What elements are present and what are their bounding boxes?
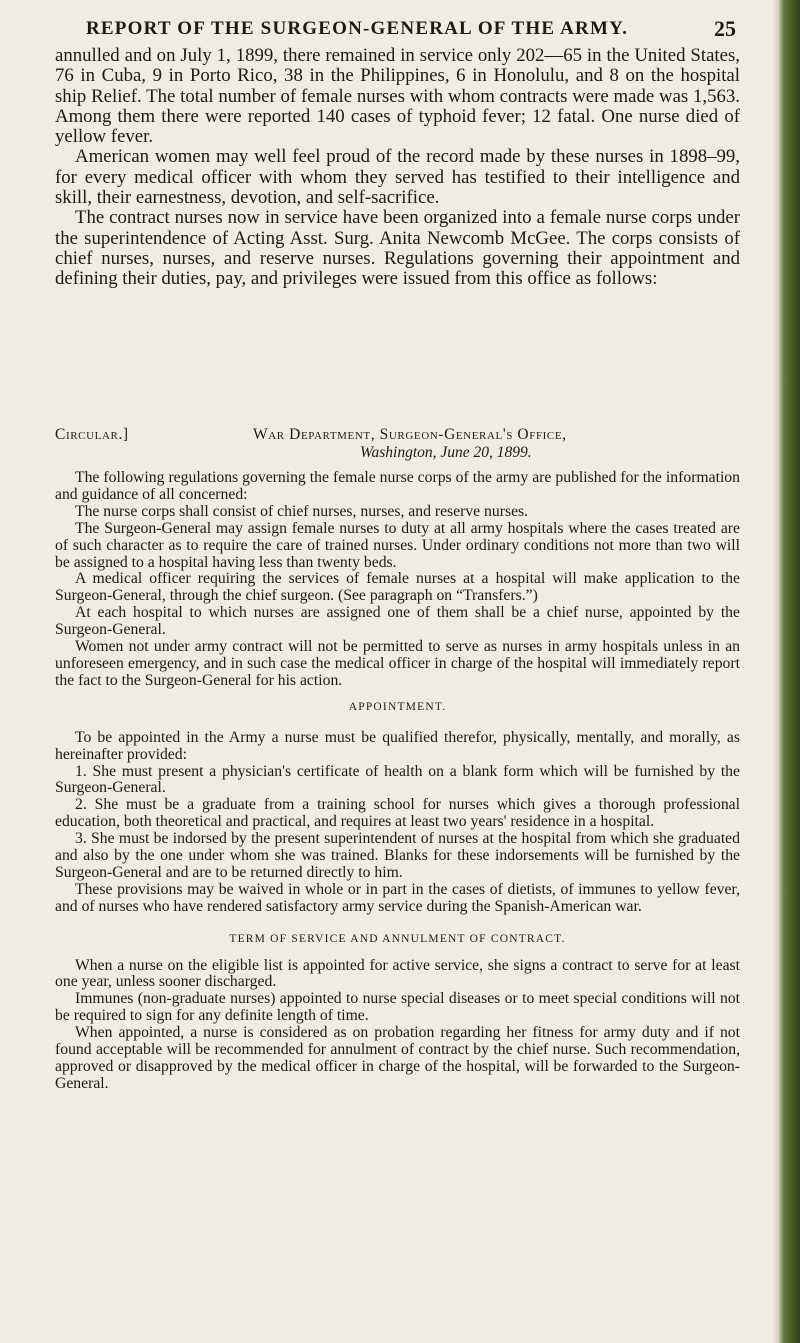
appointment-heading: APPOINTMENT. bbox=[348, 700, 447, 713]
running-title: REPORT OF THE SURGEON-GENERAL OF THE ARMY. bbox=[86, 18, 629, 39]
circular-office: War Department, Surgeon-General's Office, bbox=[253, 426, 567, 443]
appointment-paragraph: 1. She must present a physician's certificate of health on a blank form which will be furnished by the Surgeon-General. bbox=[55, 762, 740, 797]
term-paragraph: When a nurse on the eligible list is appointed for active service, she signs a contract to serve for at least one year, unless sooner discharged. bbox=[55, 956, 740, 991]
term-paragraph: Immunes (non-graduate nurses) appointed to nurse special diseases or to meet special conditions will not be required to sign for any definite length of time. bbox=[55, 990, 740, 1025]
appointment-paragraph: 3. She must be indorsed by the present superintendent of nurses at the hospital from which she graduated and also by the one under whom she was trained. Blanks for these indorsements will be furnished by the Surgeon-General and are to be returned directly to him. bbox=[55, 830, 740, 881]
circular-paragraph: The Surgeon-General may assign female nurses to duty at all army hospitals where the cases treated are of such character as to require the care of trained nurses. Under ordinary conditions not more than two will be assigned to a hospital having less than twenty beds. bbox=[55, 519, 740, 571]
intro-paragraph: annulled and on July 1, 1899, there remained in service only 202—65 in the United States, 76 in Cuba, 9 in Porto Rico, 38 in the Philippines, 6 in Honolulu, and 8 on the hospital ship Relief. The total number of female nurses with whom contracts were made was 1,563. Among them there were reported 140 cases of typhoid fever; 12 fatal. One nurse died of yellow fever. bbox=[55, 45, 740, 148]
circular-paragraph: The following regulations governing the female nurse corps of the army are published for the information and guidance of all concerned: bbox=[55, 469, 740, 503]
appointment-paragraph: 2. She must be a graduate from a training school for nurses which gives a thorough professional education, both theoretical and practical, and requires at least two years' residence in a hospital. bbox=[55, 796, 740, 831]
appointment-paragraph: These provisions may be waived in whole or in part in the cases of dietists, of immunes to yellow fever, and of nurses who have rendered satisfactory army service during the Spanish-American war. bbox=[55, 880, 740, 915]
term-heading: TERM OF SERVICE AND ANNULMENT OF CONTRACT. bbox=[229, 932, 566, 945]
page-number: 25 bbox=[714, 16, 736, 41]
book-edge bbox=[778, 0, 800, 1343]
circular-text bbox=[55, 470, 740, 1093]
intro-paragraph: The contract nurses now in service have been organized into a female nurse corps under the superintendence of Acting Asst. Surg. Anita Newcomb McGee. The corps consists of chief nurses, nurses, and reserve nurses. Regulations governing their appointment and defining their duties, pay, and privileges were issued from this office as follows: bbox=[55, 207, 740, 290]
appointment-paragraph: To be appointed in the Army a nurse must be qualified therefor, physically, mentally, and morally, as hereinafter provided: bbox=[55, 728, 740, 763]
circular-place-date: Washington, June 20, 1899. bbox=[360, 444, 532, 461]
circular-paragraph: A medical officer requiring the services of female nurses at a hospital will make application to the Surgeon-General, through the chief surgeon. (See paragraph on “Transfers.”) bbox=[55, 570, 740, 605]
circular-label: Circular.] bbox=[55, 426, 129, 443]
intro-paragraph: American women may well feel proud of the record made by these nurses in 1898–99, for every medical officer with whom they served has testified to their intelligence and skill, their earnestness, devotion, and self-sacrifice. bbox=[55, 146, 740, 209]
term-paragraph: When appointed, a nurse is considered as on probation regarding her fitness for army duty and if not found acceptable will be recommended for annulment of contract by the chief nurse. Such recommendation, approved or disapproved by the medical officer in charge of the hospital, will be forwarded to the Surgeon-General. bbox=[55, 1024, 740, 1092]
circular-paragraph: At each hospital to which nurses are assigned one of them shall be a chief nurse, appointed by the Surgeon-General. bbox=[55, 604, 740, 639]
circular-paragraph: The nurse corps shall consist of chief nurses, nurses, and reserve nurses. bbox=[75, 502, 529, 520]
intro-text bbox=[55, 46, 740, 290]
circular-paragraph: Women not under army contract will not be permitted to serve as nurses in army hospitals unless in an unforeseen emergency, and in such case the medical officer in charge of the hospital will immediately report the fact to the Surgeon-General for his action. bbox=[55, 638, 740, 689]
